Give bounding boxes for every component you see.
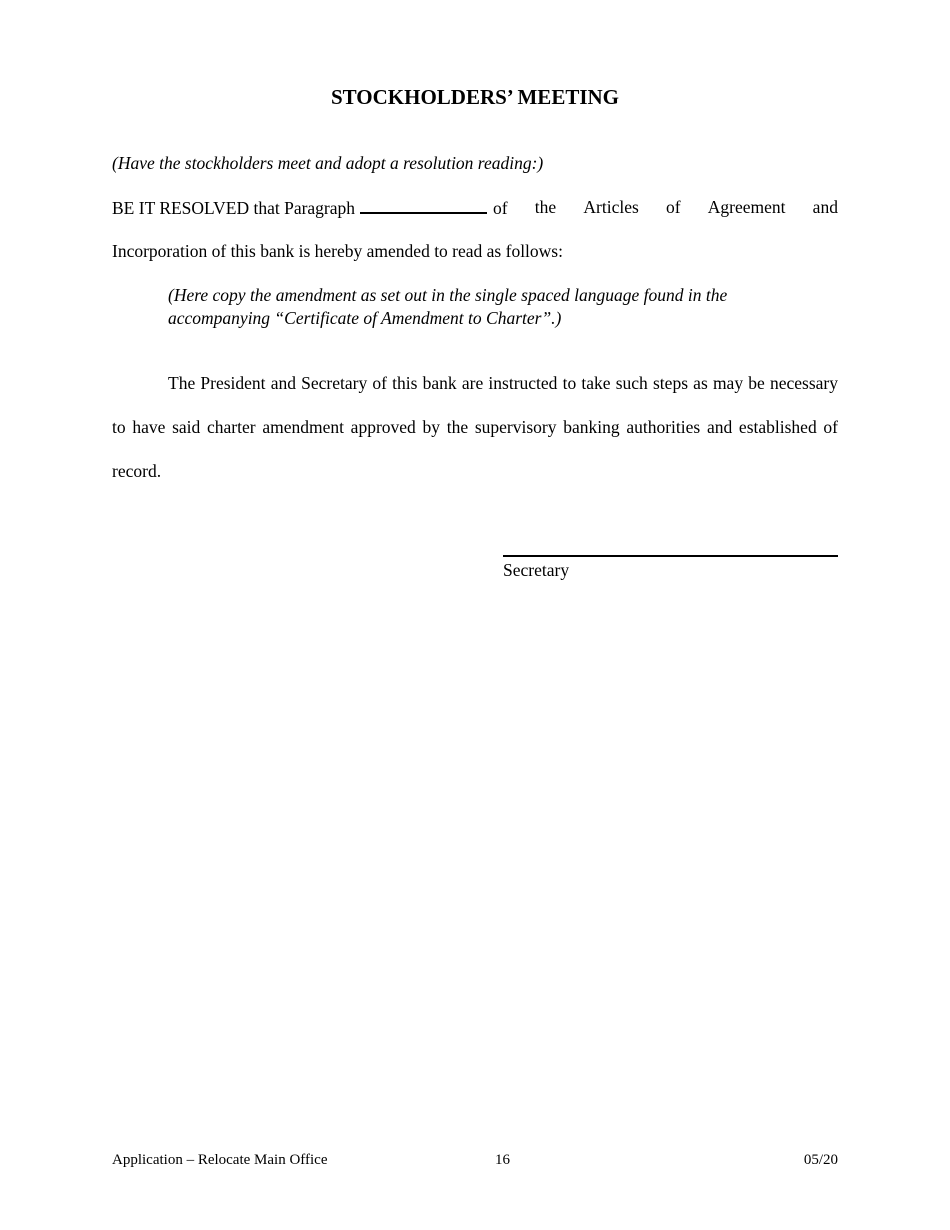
signature-line[interactable]: [503, 555, 838, 557]
signature-label: Secretary: [503, 560, 570, 580]
footer-date: 05/20: [803, 1152, 838, 1168]
amendment-note-line: accompanying “Certificate of Amendment to Charter”.): [168, 308, 562, 328]
resolution-first-line: [112, 196, 838, 219]
paragraph-number-blank[interactable]: [360, 196, 487, 214]
resolution-lead-text: BE IT RESOLVED that Paragraph: [112, 198, 356, 218]
resolution-word: and: [812, 197, 838, 217]
footer-page-number: 16: [495, 1152, 510, 1168]
resolution-word: Articles: [583, 197, 639, 217]
resolution-lead-group: [112, 196, 508, 219]
amendment-note: [168, 284, 798, 330]
amendment-note-line: (Here copy the amendment as set out in the single spaced language found in the: [168, 285, 728, 305]
page-footer: [112, 1150, 838, 1170]
resolution-word: of: [493, 198, 508, 218]
page-title: STOCKHOLDERS’ MEETING: [330, 85, 620, 109]
resolution-word: Agreement: [707, 197, 786, 217]
resolution-word: the: [534, 197, 557, 217]
resolution-instruction: (Have the stockholders meet and adopt a resolution reading:): [112, 153, 544, 173]
footer-document-name: Application – Relocate Main Office: [112, 1152, 328, 1168]
resolution-word: of: [665, 197, 681, 217]
resolution-continuation: Incorporation of this bank is hereby amended to read as follows:: [112, 241, 563, 261]
instruction-paragraph: The President and Secretary of this bank are instructed to take such steps as may be necessary to have said charter amendment approved by the supervisory banking authorities and established of record.: [112, 373, 838, 481]
